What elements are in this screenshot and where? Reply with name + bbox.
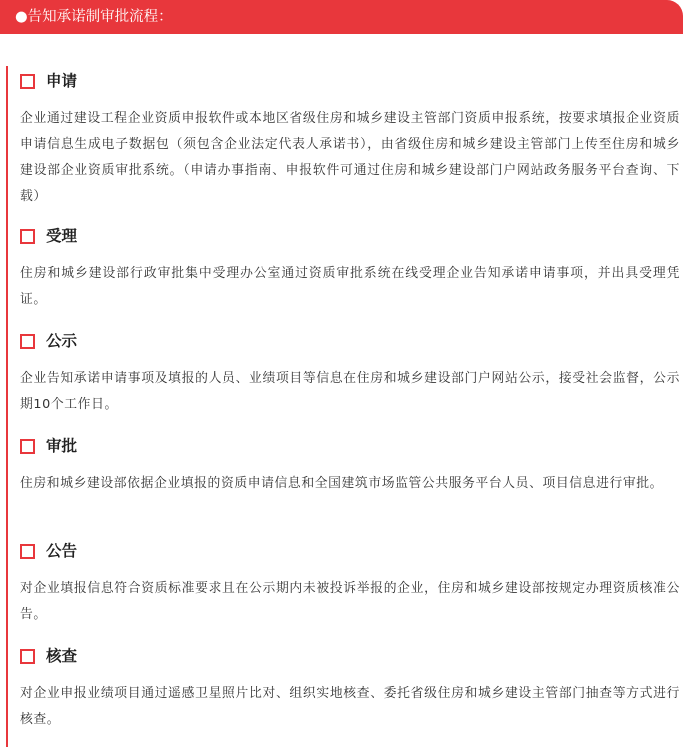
section-body: 住房和城乡建设部依据企业填报的资质申请信息和全国建筑市场监管公共服务平台人员、项目信息进行审批。	[20, 476, 664, 491]
section-body: 对企业申报业绩项目通过遥感卫星照片比对、组织实地核查、委托省级住房和城乡建设主管部门抽查等方式进行核查。	[20, 686, 680, 727]
section-title: 公告	[46, 542, 78, 560]
section-header	[20, 540, 680, 564]
section-title: 受理	[46, 227, 78, 245]
checkbox-icon	[20, 439, 35, 454]
checkbox-icon	[20, 334, 35, 349]
section-body: 企业通过建设工程企业资质申报软件或本地区省级住房和城乡建设主管部门资质申报系统，按要求填报企业资质申请信息生成电子数据包（须包含企业法定代表人承诺书），由省级住房和城乡建设主管部门上传至住房和城乡建设部企业资质审批系统。（申请办事指南、申报软件可通过住房和城乡建设部门户网站政务服务平台查询、下载）	[20, 111, 680, 204]
section-header	[20, 435, 680, 459]
page-title: ●告知承诺制审批流程：	[15, 9, 173, 25]
section-publicity	[20, 330, 680, 418]
checkbox-icon	[20, 74, 35, 89]
section-accept	[20, 225, 680, 313]
section-title: 审批	[46, 437, 78, 455]
section-announcement	[20, 540, 680, 628]
checkbox-icon	[20, 544, 35, 559]
section-title: 核查	[46, 647, 78, 665]
section-body: 对企业填报信息符合资质标准要求且在公示期内未被投诉举报的企业，住房和城乡建设部按规定办理资质核准公告。	[20, 581, 680, 622]
left-accent-rule	[6, 66, 8, 747]
section-title: 申请	[46, 72, 78, 90]
header-banner	[0, 0, 683, 34]
section-apply	[20, 70, 680, 210]
section-verification	[20, 645, 680, 733]
section-header	[20, 330, 680, 354]
section-approval	[20, 435, 680, 497]
section-body: 企业告知承诺申请事项及填报的人员、业绩项目等信息在住房和城乡建设部门户网站公示，接受社会监督，公示期10个工作日。	[20, 371, 680, 412]
checkbox-icon	[20, 229, 35, 244]
section-title: 公示	[46, 332, 78, 350]
section-header	[20, 645, 680, 669]
section-header	[20, 225, 680, 249]
section-body: 住房和城乡建设部行政审批集中受理办公室通过资质审批系统在线受理企业告知承诺申请事项，并出具受理凭证。	[20, 266, 680, 307]
section-header	[20, 70, 680, 94]
checkbox-icon	[20, 649, 35, 664]
